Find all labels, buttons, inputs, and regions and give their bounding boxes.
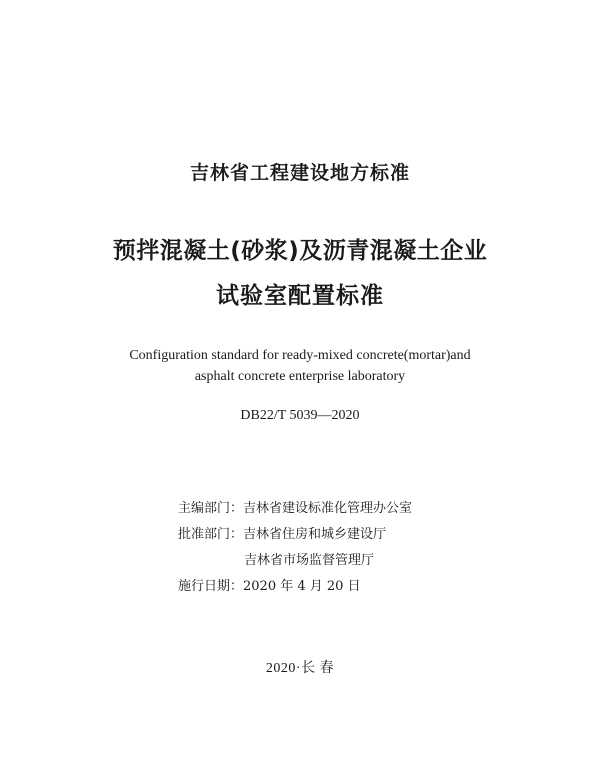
editor-row	[178, 496, 412, 522]
standard-code: DB22/T 5039—2020	[240, 408, 360, 423]
approver-label: 批准部门：	[178, 527, 244, 542]
effective-label: 施行日期：	[178, 579, 244, 594]
effective-date-row	[178, 574, 412, 600]
approver-row-2	[178, 548, 412, 574]
english-title-line1: Configuration standard for ready-mixed concrete(mortar)and	[129, 348, 471, 363]
english-title-line2: asphalt concrete enterprise laboratory	[194, 369, 406, 384]
editor-label: 主编部门：	[178, 501, 244, 516]
approver-row	[178, 522, 412, 548]
main-title-line1: 预拌混凝土(砂浆)及沥青混凝土企业	[112, 238, 488, 264]
publication-info	[178, 496, 412, 600]
effective-value: 2020 年 4 月 20 日	[243, 579, 361, 594]
main-title-line2: 试验室配置标准	[216, 283, 384, 309]
place-and-year: 2020·长 春	[265, 661, 335, 676]
series-title: 吉林省工程建设地方标准	[189, 162, 410, 184]
approver-value-1: 吉林省住房和城乡建设厅	[243, 527, 387, 542]
editor-value: 吉林省建设标准化管理办公室	[243, 501, 413, 516]
approver-value-2: 吉林省市场监督管理厅	[244, 553, 375, 568]
